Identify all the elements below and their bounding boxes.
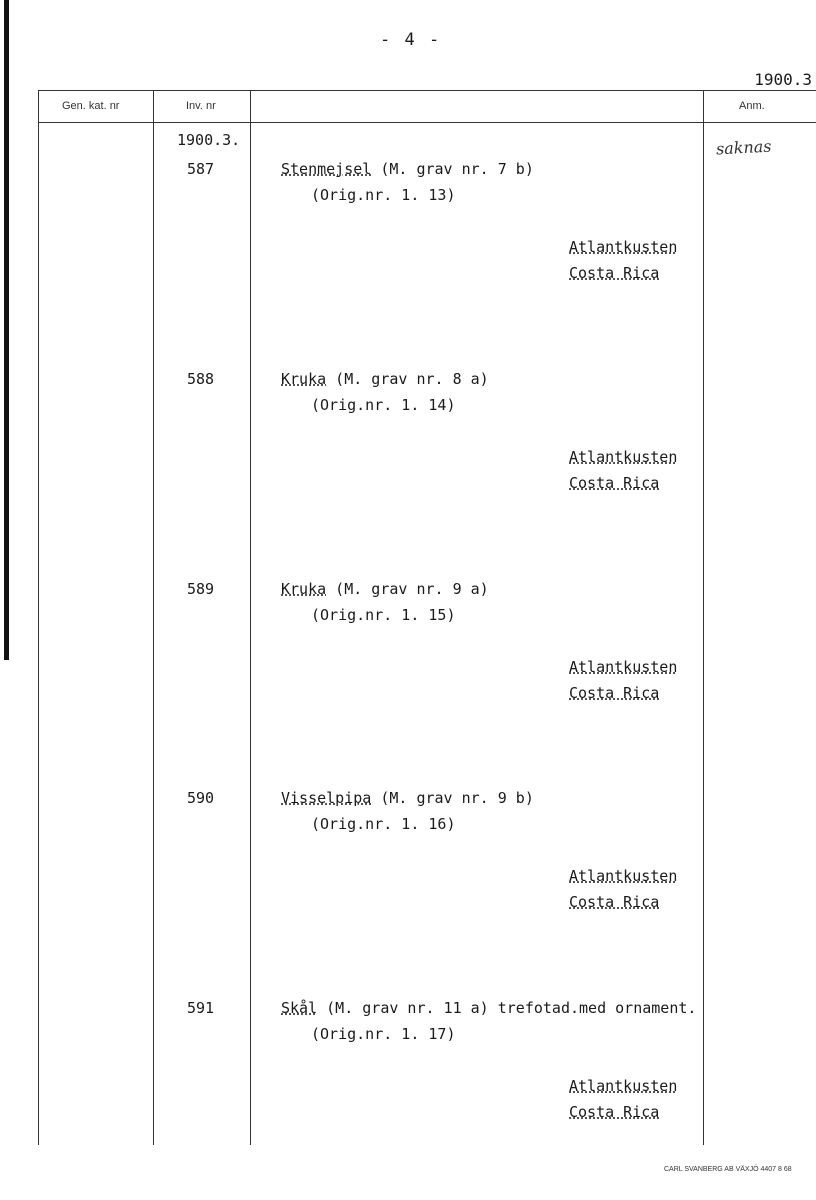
catalog-entry (0, 999, 816, 1159)
table-top-rule (38, 90, 816, 91)
object-name: Stenmejsel (281, 160, 372, 178)
entry-description (281, 789, 534, 807)
original-number: (Orig.nr. 1. 17) (311, 1025, 456, 1043)
year-subheading: 1900.3. (177, 131, 241, 149)
location-region: Atlantkusten (569, 658, 678, 676)
table-header-rule (38, 122, 816, 123)
original-number: (Orig.nr. 1. 13) (311, 186, 456, 204)
entry-description (281, 580, 489, 598)
original-number: (Orig.nr. 1. 15) (311, 606, 456, 624)
inventory-number: 591 (187, 999, 215, 1017)
object-details: (M. grav nr. 7 b) (371, 160, 534, 178)
object-details: (M. grav nr. 8 a) (326, 370, 489, 388)
object-name: Kruka (281, 580, 327, 598)
column-header-gen-kat-nr: Gen. kat. nr (62, 100, 120, 112)
object-name: Skål (281, 999, 318, 1017)
location-region: Atlantkusten (569, 448, 678, 466)
year-header: 1900.3 (754, 70, 812, 89)
object-name: Visselpipa (281, 789, 372, 807)
location-region: Atlantkusten (569, 238, 678, 256)
location-region: Atlantkusten (569, 867, 678, 885)
inventory-number: 587 (187, 160, 215, 178)
handwritten-annotation: saknas (715, 136, 772, 159)
object-details: (M. grav nr. 11 a) trefotad.med ornament. (317, 999, 697, 1017)
column-header-inv-nr: Inv. nr (186, 100, 216, 112)
catalog-entry (0, 160, 816, 320)
column-header-anm: Anm. (739, 100, 765, 112)
catalog-entry (0, 580, 816, 740)
entry-description (281, 160, 534, 178)
inventory-number: 588 (187, 370, 215, 388)
inventory-number: 590 (187, 789, 215, 807)
location-region: Atlantkusten (569, 1077, 678, 1095)
printer-imprint: CARL SVANBERG AB VÄXJÖ 4407 8 68 (664, 1166, 792, 1173)
location-country: Costa Rica (569, 893, 660, 911)
location-country: Costa Rica (569, 1103, 660, 1121)
inventory-number: 589 (187, 580, 215, 598)
location-country: Costa Rica (569, 264, 660, 282)
object-details: (M. grav nr. 9 a) (326, 580, 489, 598)
location-country: Costa Rica (569, 684, 660, 702)
location-country: Costa Rica (569, 474, 660, 492)
catalog-entry (0, 789, 816, 949)
entry-description (281, 370, 489, 388)
object-name: Kruka (281, 370, 327, 388)
entry-description (281, 999, 696, 1017)
original-number: (Orig.nr. 1. 16) (311, 815, 456, 833)
catalog-entry (0, 370, 816, 530)
object-details: (M. grav nr. 9 b) (371, 789, 534, 807)
original-number: (Orig.nr. 1. 14) (311, 396, 456, 414)
page-number: - 4 - (380, 30, 442, 50)
binding-margin-bar (4, 0, 9, 660)
